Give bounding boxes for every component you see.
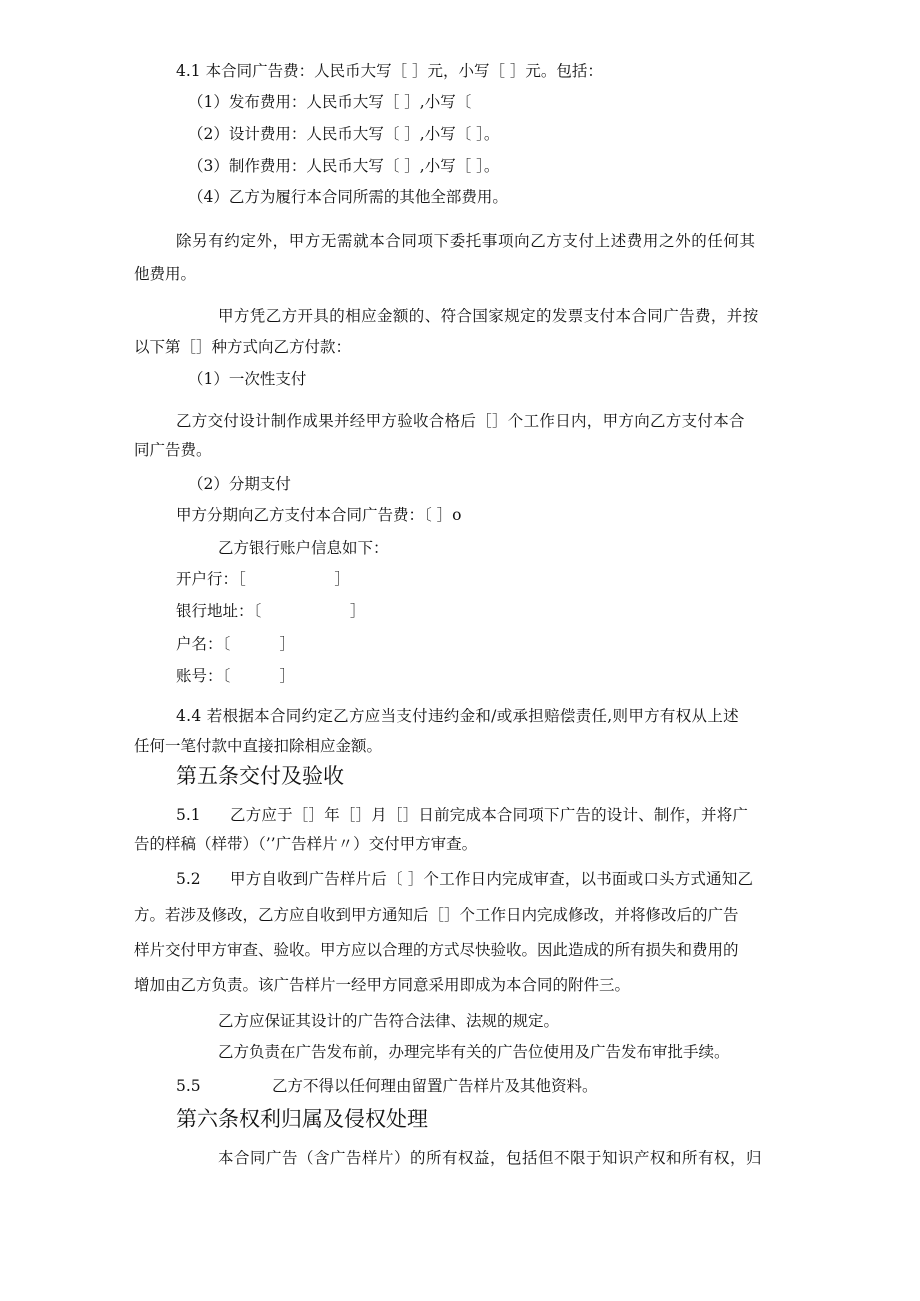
section-6-heading: 第六条权利归属及侵权处理 — [176, 1107, 428, 1131]
clause-5-2-line-2: 方。若涉及修改，乙方应自收到甲方通知后［］个工作日内完成修改，并将修改后的广告 — [134, 906, 739, 924]
clause-5-1-number: 5.1 — [176, 806, 201, 824]
clause-5-1-line-1: 乙方应于［］年［］月［］日前完成本合同项下广告的设计、制作，并将广 — [230, 806, 749, 824]
fee-item-publish: （1）发布费用：人民币大写［ ］,小写〔 — [188, 93, 472, 111]
lump-sum-line-2: 同广告费。 — [134, 441, 212, 459]
fee-item-design: （2）设计费用：人民币大写〔 ］,小写〔 ］。 — [188, 125, 500, 143]
clause-4-4-line-2: 任何一笔付款中直接扣除相应金额。 — [134, 737, 383, 755]
clause-4-1: 4.1 本合同广告费：人民币大写［ ］元，小写［ ］元。包括： — [176, 62, 603, 80]
fee-item-production: （3）制作费用：人民币大写〔 ］,小写［ ］。 — [188, 157, 500, 175]
clause-4-4-line-1: 4.4 若根据本合同约定乙方应当支付违约金和/或承担赔偿责任,则甲方有权从上述 — [176, 707, 739, 725]
section-5-heading: 第五条交付及验收 — [176, 764, 344, 788]
bank-field-account-number: 账号：〔 ］ — [176, 667, 296, 685]
bank-field-branch: 开户行：［ ］ — [176, 570, 350, 588]
lump-sum-line-1: 乙方交付设计制作成果并经甲方验收合格后［］个工作日内，甲方向乙方支付本合 — [176, 412, 745, 430]
clause-5-5-text: 乙方不得以任何理由留置广告样片及其他资料。 — [272, 1077, 598, 1095]
bank-intro: 乙方银行账户信息如下： — [218, 539, 389, 557]
clause-5-2-line-1: 甲方自收到广告样片后〔 ］个工作日内完成审查，以书面或口头方式通知乙 — [230, 870, 754, 888]
bank-field-address: 银行地址：〔 ］ — [176, 602, 366, 620]
clause-5-1-line-2: 告的样稿（样带）（’’广告样片〃）交付甲方审查。 — [134, 835, 478, 853]
section-6-text: 本合同广告（含广告样片）的所有权益，包括但不限于知识产权和所有权，归 — [218, 1149, 763, 1167]
installment-text: 甲方分期向乙方支付本合同广告费：〔 ］o — [176, 506, 462, 524]
bank-field-account-name: 户名：〔 ］ — [176, 635, 296, 653]
clause-5-2-line-4: 增加由乙方负责。该广告样片一经甲方同意采用即成为本合同的附件三。 — [134, 976, 631, 994]
clause-5-5-number: 5.5 — [176, 1077, 201, 1095]
installment-title: （2）分期支付 — [188, 475, 291, 493]
clause-5-2-number: 5.2 — [176, 870, 201, 888]
compliance-text: 乙方应保证其设计的广告符合法律、法规的规定。 — [218, 1012, 560, 1030]
fee-item-other: （4）乙方为履行本合同所需的其他全部费用。 — [188, 188, 508, 206]
invoice-payment-line-2: 以下第［］种方式向乙方付款： — [134, 338, 352, 356]
approvals-text: 乙方负责在广告发布前，办理完毕有关的广告位使用及广告发布审批手续。 — [218, 1043, 730, 1061]
no-other-fees-line-1: 除另有约定外，甲方无需就本合同项下委托事项向乙方支付上述费用之外的任何其 — [176, 232, 756, 250]
no-other-fees-line-2: 他费用。 — [134, 265, 197, 283]
clause-5-2-line-3: 样片交付甲方审查、验收。甲方应以合理的方式尽快验收。因此造成的所有损失和费用的 — [134, 941, 739, 959]
lump-sum-title: （1）一次性支付 — [188, 370, 307, 388]
invoice-payment-line-1: 甲方凭乙方开具的相应金额的、符合国家规定的发票支付本合同广告费，并按 — [218, 307, 759, 325]
